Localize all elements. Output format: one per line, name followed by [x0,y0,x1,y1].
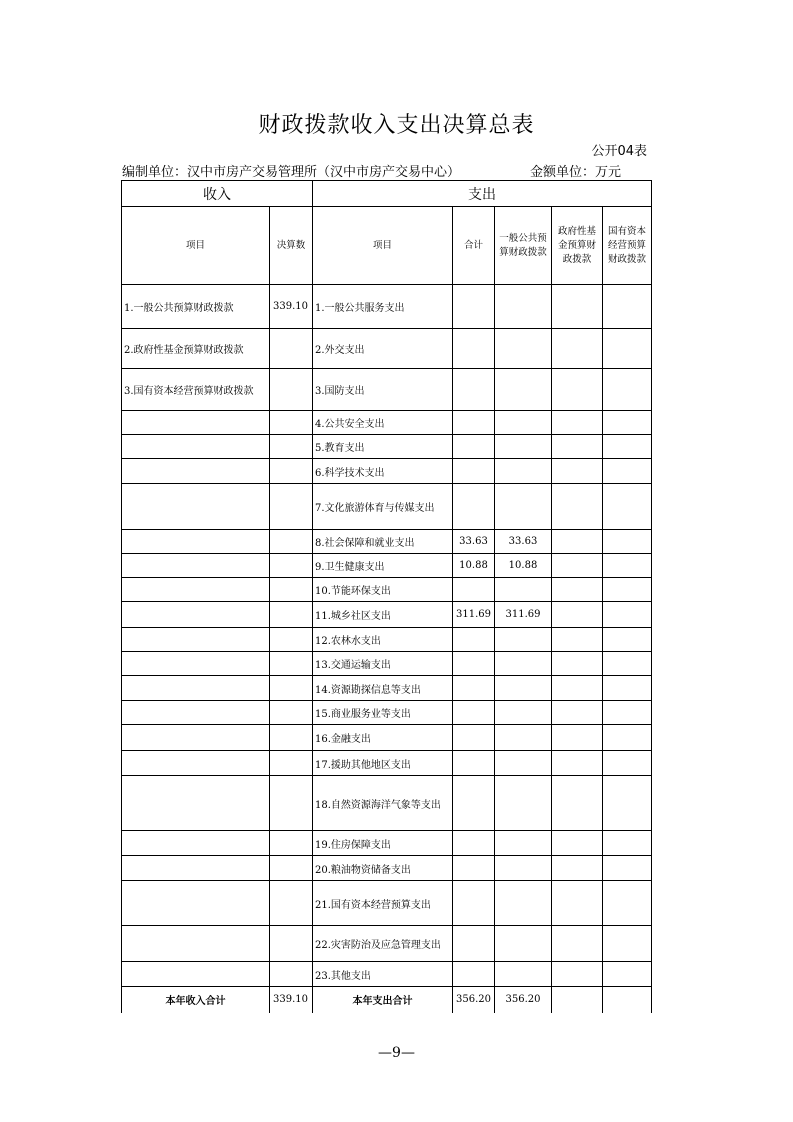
fund-budget-cell [552,369,603,411]
expense-item-cell: 16.金融支出 [313,725,453,751]
expense-item-cell: 19.住房保障支出 [313,831,453,856]
income-item-cell [122,751,270,776]
table-row [122,856,652,881]
income-item-cell [122,602,270,628]
general-budget-cell [495,578,552,602]
income-item-header: 项目 [122,207,270,285]
general-budget-cell [495,329,552,369]
state-capital-cell [603,701,652,725]
expense-total-cell [453,962,495,987]
general-budget-cell: 33.63 [495,530,552,554]
fund-budget-cell [552,856,603,881]
expense-item-cell: 14.资源勘探信息等支出 [313,676,453,701]
general-budget-cell [495,676,552,701]
income-final-header: 决算数 [270,207,313,285]
state-capital-cell [603,676,652,701]
state-capital-cell [603,652,652,676]
compiling-unit: 编制单位：汉中市房产交易管理所（汉中市房产交易中心） [122,165,461,180]
general-budget-cell [495,926,552,962]
general-budget-cell [495,459,552,484]
income-item-cell [122,554,270,578]
income-value-cell [270,459,313,484]
general-budget-cell [495,435,552,459]
income-item-cell [122,725,270,751]
general-budget-cell: 10.88 [495,554,552,578]
income-header: 收入 [122,181,313,207]
state-capital-total [603,987,652,1013]
income-value-cell [270,751,313,776]
state-capital-cell [603,530,652,554]
expense-item-cell: 7.文化旅游体育与传媒支出 [313,484,453,530]
state-capital-cell [603,725,652,751]
general-budget-cell [495,652,552,676]
fund-budget-cell [552,484,603,530]
expense-item-cell: 21.国有资本经营预算支出 [313,881,453,926]
income-value-cell [270,411,313,435]
income-value-cell [270,628,313,652]
income-item-cell [122,459,270,484]
state-capital-cell [603,926,652,962]
income-value-cell [270,701,313,725]
form-number: 公开04表 [591,144,647,159]
expense-item-cell: 1.一般公共服务支出 [313,285,453,329]
table-row [122,435,652,459]
general-budget-cell [495,751,552,776]
fund-budget-header: 政府性基金预算财政拨款 [552,207,603,285]
income-value-cell [270,926,313,962]
state-capital-cell [603,484,652,530]
table-row [122,530,652,554]
expense-total-label: 本年支出合计 [313,987,453,1013]
fund-budget-cell [552,329,603,369]
income-item-cell: 1.一般公共预算财政拨款 [122,285,270,329]
expense-item-cell: 2.外交支出 [313,329,453,369]
header-row-sub [122,207,652,285]
state-capital-cell [603,329,652,369]
income-item-cell: 3.国有资本经营预算财政拨款 [122,369,270,411]
income-value-cell [270,530,313,554]
general-budget-cell [495,628,552,652]
general-budget-cell [495,776,552,831]
table-row [122,701,652,725]
expense-item-cell: 3.国防支出 [313,369,453,411]
expense-total-cell [453,369,495,411]
expense-total-cell [453,285,495,329]
expense-total-value: 356.20 [453,987,495,1013]
fund-budget-cell [552,962,603,987]
expense-item-cell: 5.教育支出 [313,435,453,459]
general-budget-cell [495,411,552,435]
income-item-cell [122,776,270,831]
state-capital-cell [603,776,652,831]
table-row [122,962,652,987]
fund-budget-cell [552,578,603,602]
table-row [122,329,652,369]
state-capital-cell [603,881,652,926]
expense-item-cell: 11.城乡社区支出 [313,602,453,628]
income-item-cell [122,831,270,856]
expense-item-cell: 15.商业服务业等支出 [313,701,453,725]
income-value-cell [270,962,313,987]
expense-item-cell: 12.农林水支出 [313,628,453,652]
state-capital-cell [603,554,652,578]
income-value-cell [270,652,313,676]
general-budget-cell [495,962,552,987]
table-row [122,676,652,701]
expense-total-cell [453,411,495,435]
state-capital-cell [603,411,652,435]
expense-total-cell [453,751,495,776]
expense-total-cell [453,725,495,751]
general-budget-cell [495,701,552,725]
fund-budget-cell [552,411,603,435]
income-value-cell [270,725,313,751]
total-header: 合计 [453,207,495,285]
income-item-cell [122,411,270,435]
table-row [122,776,652,831]
expense-total-cell [453,435,495,459]
amount-unit: 金额单位：万元 [530,165,622,180]
income-value-cell [270,435,313,459]
general-budget-cell [495,484,552,530]
income-item-cell [122,962,270,987]
table-row [122,881,652,926]
income-value-cell [270,676,313,701]
page-number: —9— [378,1045,415,1061]
income-value-cell [270,856,313,881]
expense-item-cell: 10.节能环保支出 [313,578,453,602]
table-row [122,484,652,530]
income-item-cell [122,484,270,530]
income-value-cell [270,484,313,530]
fund-budget-cell [552,628,603,652]
income-value-cell [270,776,313,831]
fund-budget-cell [552,776,603,831]
fund-budget-cell [552,435,603,459]
income-value-cell [270,831,313,856]
expense-total-cell [453,578,495,602]
income-item-cell [122,435,270,459]
table-row [122,926,652,962]
expense-item-cell: 8.社会保障和就业支出 [313,530,453,554]
table-row [122,369,652,411]
fund-budget-cell [552,554,603,578]
income-item-cell [122,530,270,554]
general-budget-cell [495,285,552,329]
expense-total-cell [453,831,495,856]
state-capital-cell [603,628,652,652]
state-capital-cell [603,856,652,881]
table-row [122,411,652,435]
expense-total-cell [453,484,495,530]
table-row [122,602,652,628]
expense-total-cell: 33.63 [453,530,495,554]
expense-total-cell [453,701,495,725]
expense-item-cell: 20.粮油物资储备支出 [313,856,453,881]
fund-budget-total [552,987,603,1013]
expense-total-cell: 311.69 [453,602,495,628]
income-item-cell [122,676,270,701]
expense-total-cell [453,856,495,881]
expense-item-cell: 4.公共安全支出 [313,411,453,435]
general-budget-cell: 311.69 [495,602,552,628]
income-item-cell [122,578,270,602]
table-row [122,578,652,602]
income-value-cell [270,602,313,628]
expense-total-cell [453,628,495,652]
fund-budget-cell [552,652,603,676]
income-item-cell [122,652,270,676]
state-capital-cell [603,578,652,602]
income-item-cell [122,881,270,926]
expense-total-cell [453,881,495,926]
expense-item-cell: 9.卫生健康支出 [313,554,453,578]
state-capital-cell [603,285,652,329]
general-budget-cell [495,725,552,751]
table-row [122,751,652,776]
fund-budget-cell [552,831,603,856]
income-value-cell [270,329,313,369]
fund-budget-cell [552,881,603,926]
income-value-cell [270,554,313,578]
expense-total-cell [453,459,495,484]
income-total-value: 339.10 [270,987,313,1013]
state-capital-cell [603,962,652,987]
fund-budget-cell [552,602,603,628]
income-item-cell [122,926,270,962]
income-total-label: 本年收入合计 [122,987,270,1013]
header-row-top [122,181,652,207]
state-capital-cell [603,602,652,628]
expense-item-cell: 18.自然资源海洋气象等支出 [313,776,453,831]
expense-item-cell: 17.援助其他地区支出 [313,751,453,776]
table-row [122,554,652,578]
expense-total-cell [453,676,495,701]
fund-budget-cell [552,926,603,962]
general-budget-header: 一般公共预算财政拨款 [495,207,552,285]
table-row [122,725,652,751]
expense-total-cell [453,652,495,676]
state-capital-header: 国有资本经营预算财政拨款 [603,207,652,285]
state-capital-cell [603,751,652,776]
budget-table [121,180,652,1013]
state-capital-cell [603,459,652,484]
totals-row [122,987,652,1013]
income-item-cell [122,856,270,881]
expense-total-cell [453,926,495,962]
expense-total-cell [453,329,495,369]
table-row [122,285,652,329]
expense-header: 支出 [313,181,652,207]
income-item-cell: 2.政府性基金预算财政拨款 [122,329,270,369]
fund-budget-cell [552,725,603,751]
income-item-cell [122,628,270,652]
income-value-cell: 339.10 [270,285,313,329]
general-budget-total: 356.20 [495,987,552,1013]
table-row [122,652,652,676]
income-value-cell [270,369,313,411]
expense-item-cell: 22.灾害防治及应急管理支出 [313,926,453,962]
fund-budget-cell [552,459,603,484]
general-budget-cell [495,856,552,881]
table-row [122,831,652,856]
general-budget-cell [495,369,552,411]
state-capital-cell [603,831,652,856]
income-value-cell [270,578,313,602]
fund-budget-cell [552,530,603,554]
income-item-cell [122,701,270,725]
expense-item-cell: 6.科学技术支出 [313,459,453,484]
fund-budget-cell [552,701,603,725]
general-budget-cell [495,831,552,856]
table-row [122,459,652,484]
fund-budget-cell [552,285,603,329]
expense-total-cell: 10.88 [453,554,495,578]
general-budget-cell [495,881,552,926]
expense-item-header: 项目 [313,207,453,285]
table-row [122,628,652,652]
expense-item-cell: 13.交通运输支出 [313,652,453,676]
fund-budget-cell [552,676,603,701]
expense-item-cell: 23.其他支出 [313,962,453,987]
page-title: 财政拨款收入支出决算总表 [258,113,535,138]
income-value-cell [270,881,313,926]
state-capital-cell [603,369,652,411]
state-capital-cell [603,435,652,459]
expense-total-cell [453,776,495,831]
fund-budget-cell [552,751,603,776]
